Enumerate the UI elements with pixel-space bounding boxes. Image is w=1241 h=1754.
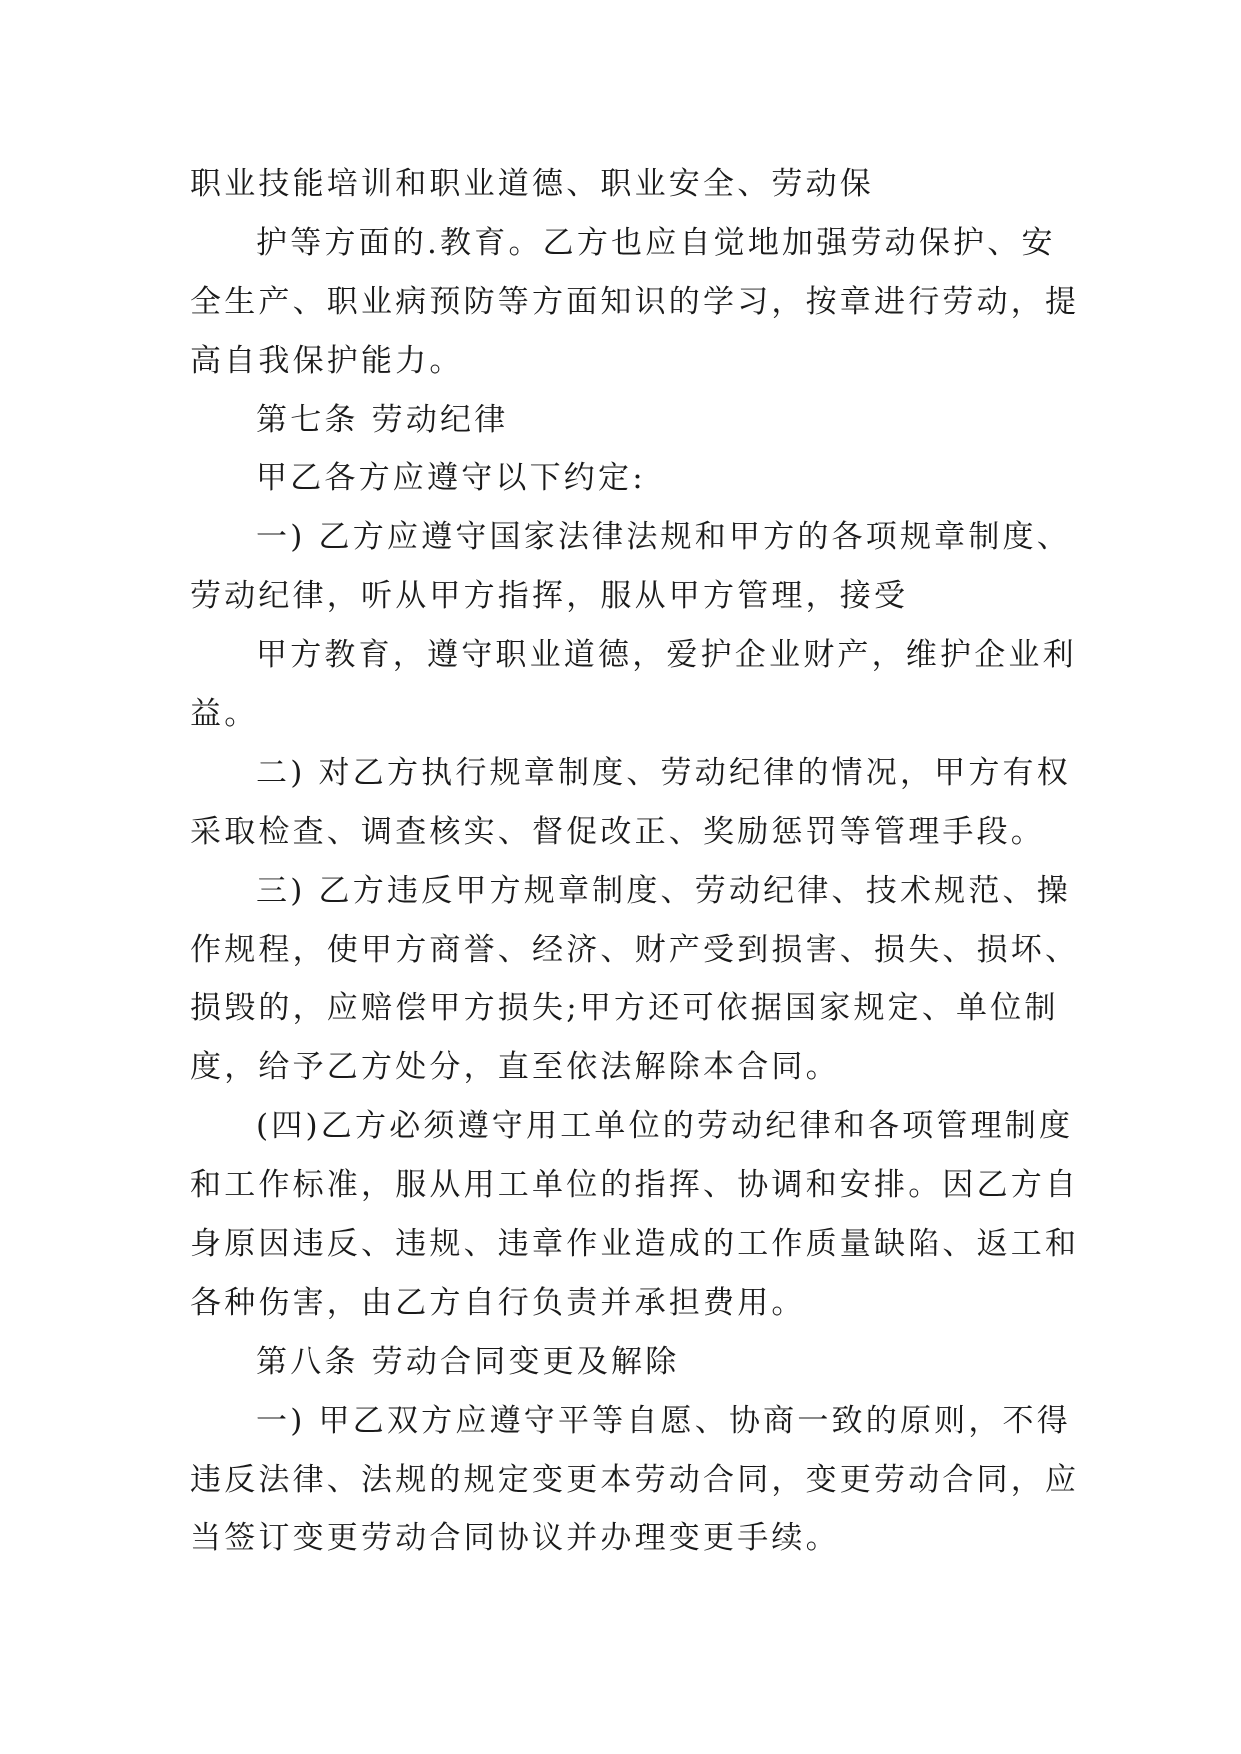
text-line: 三) 乙方违反甲方规章制度、劳动纪律、技术规范、操 bbox=[256, 872, 1071, 909]
text-line: 损毁的，应赔偿甲方损失;甲方还可依据国家规定、单位制 bbox=[190, 990, 1059, 1027]
text-line: 采取检查、调查核实、督促改正、奖励惩罚等管理手段。 bbox=[190, 813, 1045, 850]
text-line: 职业技能培训和职业道德、职业安全、劳动保 bbox=[190, 166, 874, 202]
text-line: 作规程，使甲方商誉、经济、财产受到损害、损失、损坏、 bbox=[190, 931, 1080, 968]
section-heading: 第七条 劳动纪律 bbox=[256, 401, 509, 438]
text-line: 甲乙各方应遵守以下约定: bbox=[256, 460, 646, 497]
section-heading: 第八条 劳动合同变更及解除 bbox=[256, 1343, 680, 1380]
text-line: 违反法律、法规的规定变更本劳动合同，变更劳动合同，应 bbox=[190, 1461, 1080, 1498]
text-line: 甲方教育，遵守职业道德，爱护企业财产，维护企业利 bbox=[256, 637, 1077, 674]
text-line: 劳动纪律，听从甲方指挥，服从甲方管理，接受 bbox=[190, 578, 909, 615]
text-line: 全生产、职业病预防等方面知识的学习，按章进行劳动，提 bbox=[190, 283, 1080, 320]
document-body bbox=[190, 155, 1090, 1568]
text-line: 各种伤害，由乙方自行负责并承担费用。 bbox=[190, 1284, 806, 1321]
text-line: 二) 对乙方执行规章制度、劳动纪律的情况，甲方有权 bbox=[256, 754, 1071, 791]
text-line: (四)乙方必须遵守用工单位的劳动纪律和各项管理制度 bbox=[256, 1108, 1074, 1145]
text-line: 益。 bbox=[190, 696, 259, 733]
text-line: 一) 乙方应遵守国家法律法规和甲方的各项规章制度、 bbox=[256, 519, 1071, 556]
text-line: 和工作标准，服从用工单位的指挥、协调和安排。因乙方自 bbox=[190, 1167, 1080, 1204]
text-line: 护等方面的.教育。乙方也应自觉地加强劳动保护、安 bbox=[256, 224, 1056, 261]
text-line: 当签订变更劳动合同协议并办理变更手续。 bbox=[190, 1520, 840, 1557]
text-line: 度，给予乙方处分，直至依法解除本合同。 bbox=[190, 1049, 840, 1086]
text-line: 身原因违反、违规、违章作业造成的工作质量缺陷、返工和 bbox=[190, 1226, 1080, 1263]
text-line: 高自我保护能力。 bbox=[190, 342, 464, 379]
text-line: 一) 甲乙双方应遵守平等自愿、协商一致的原则，不得 bbox=[256, 1402, 1071, 1439]
